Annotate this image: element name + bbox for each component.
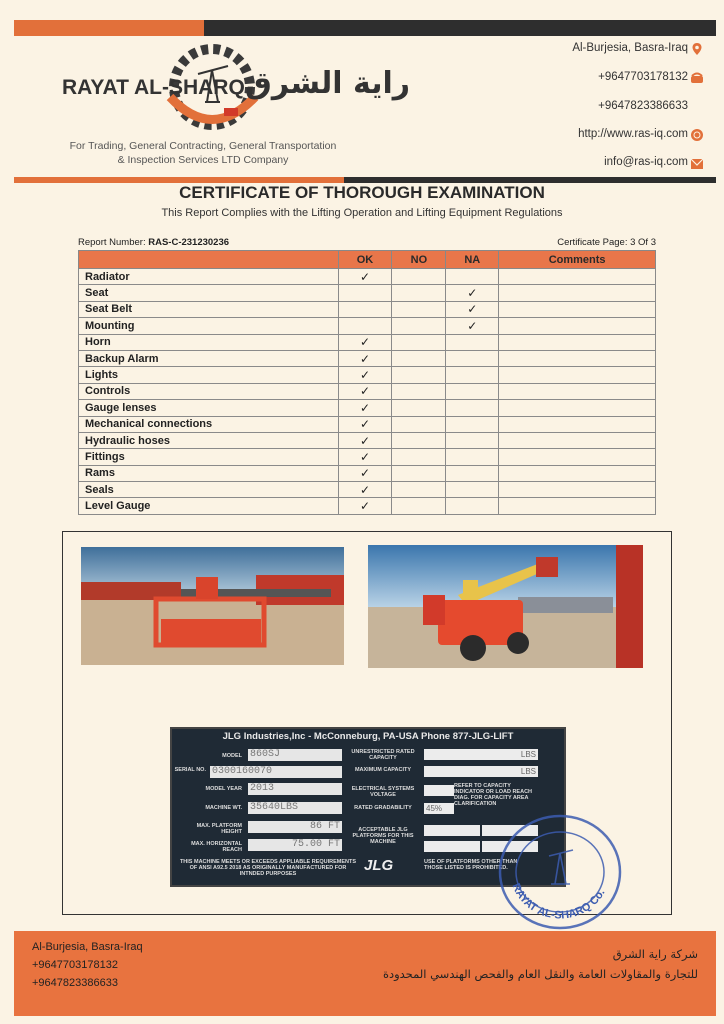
na-cell: ✓	[446, 318, 499, 334]
table-row	[79, 482, 656, 498]
na-cell	[446, 383, 499, 399]
jlg-brand: JLG	[364, 857, 394, 874]
equipment-photo-2	[368, 545, 643, 668]
comment-cell	[499, 269, 656, 285]
comment-cell	[499, 482, 656, 498]
no-cell	[392, 350, 446, 366]
no-cell	[392, 449, 446, 465]
comment-cell	[499, 400, 656, 416]
inspection-item: Rams	[79, 465, 339, 481]
na-cell	[446, 465, 499, 481]
report-number: Report Number: RAS-C-231230236	[78, 237, 230, 248]
ok-cell: ✓	[338, 350, 392, 366]
comment-cell	[499, 449, 656, 465]
comment-cell	[499, 301, 656, 317]
table-row	[79, 318, 656, 334]
header-ok: OK	[338, 251, 392, 269]
email-icon	[690, 157, 704, 171]
ok-cell: ✓	[338, 416, 392, 432]
table-header-row	[79, 251, 656, 269]
serial-value: 0300160070	[210, 766, 342, 778]
header-comments: Comments	[499, 251, 656, 269]
nameplate-header: JLG Industries,Inc - McConneburg, PA-USA Phone 877-JLG-LIFT	[222, 731, 514, 742]
footer-bar	[14, 931, 716, 1016]
contact-phone-1: +9647703178132	[598, 71, 688, 83]
inspection-item: Fittings	[79, 449, 339, 465]
comment-cell	[499, 285, 656, 301]
table-row	[79, 350, 656, 366]
inspection-item: Gauge lenses	[79, 400, 339, 416]
table-row	[79, 432, 656, 448]
ok-cell: ✓	[338, 269, 392, 285]
inspection-item: Lights	[79, 367, 339, 383]
ok-cell: ✓	[338, 367, 392, 383]
table-row	[79, 285, 656, 301]
inspection-item: Horn	[79, 334, 339, 350]
ok-cell: ✓	[338, 334, 392, 350]
comment-cell	[499, 432, 656, 448]
inspection-item: Backup Alarm	[79, 350, 339, 366]
inspection-item: Level Gauge	[79, 498, 339, 514]
location-pin-icon	[690, 42, 704, 56]
no-cell	[392, 416, 446, 432]
table-row	[79, 465, 656, 481]
model-value: 860SJ	[248, 749, 342, 761]
table-row	[79, 416, 656, 432]
certificate-page: Certificate Page: 3 Of 3	[557, 237, 656, 248]
model-year-value: 2013	[248, 783, 342, 795]
machine-nameplate: JLG Industries,Inc - McConneburg, PA-USA Phone 877-JLG-LIFT MODEL 860SJ SERIAL NO. 0300160070 MODEL YEAR 2013 MACHINE WT. 35640LBS MAX. PLATFORM HEIGHT 86 FT MAX. HORIZONTAL REACH 75.00 FT THIS MACHINE MEETS OR EXCEEDS APPLIABLE REQUIREMENTS OF ANSI A92.5 2018 AS ORIGINALLY MANUFACTURED FOR INTNDED PURPOSES UNRESTRICTED RATED CAPACITY LBS MAXIMUM CAPACITY LBS ELECTRICAL SYSTEMS VOLTAGE REFER TO CAPACITY INDICATOR OR LOAD REACH DIAG. FOR CAPACITY AREA CLARIFICATION RATED GRADABILITY 45% ACCEPTABLE JLG PLATFORMS FOR THIS MACHINE JLG USE OF PLATFORMS OTHER THAN THOSE LISTED IS PROHIBITED.	[170, 727, 566, 887]
footer-phone-1: +9647703178132	[32, 959, 118, 971]
na-cell	[446, 334, 499, 350]
contact-email: info@ras-iq.com	[604, 156, 688, 168]
na-cell	[446, 498, 499, 514]
na-cell: ✓	[446, 301, 499, 317]
comment-cell	[499, 465, 656, 481]
na-cell	[446, 432, 499, 448]
comment-cell	[499, 367, 656, 383]
footer-phone-2: +9647823386633	[32, 977, 118, 989]
table-row	[79, 334, 656, 350]
horizontal-reach-value: 75.00 FT	[248, 839, 342, 851]
table-row	[79, 449, 656, 465]
ok-cell: ✓	[338, 465, 392, 481]
comment-cell	[499, 350, 656, 366]
ok-cell	[338, 318, 392, 334]
ok-cell	[338, 285, 392, 301]
inspection-item: Mechanical connections	[79, 416, 339, 432]
ok-cell: ✓	[338, 432, 392, 448]
gradability-value: 45%	[424, 803, 454, 814]
no-cell	[392, 301, 446, 317]
no-cell	[392, 269, 446, 285]
top-bar	[14, 20, 716, 36]
no-cell	[392, 432, 446, 448]
header-na: NA	[446, 251, 499, 269]
no-cell	[392, 482, 446, 498]
platform-height-value: 86 FT	[248, 821, 342, 833]
company-tagline: For Trading, General Contracting, General Transportation & Inspection Services LTD Company	[69, 140, 337, 166]
ok-cell: ✓	[338, 400, 392, 416]
contact-phone-2: +9647823386633	[598, 100, 688, 112]
table-row	[79, 400, 656, 416]
inspection-item: Radiator	[79, 269, 339, 285]
header-item	[79, 251, 339, 269]
globe-icon	[690, 128, 704, 142]
comment-cell	[499, 416, 656, 432]
na-cell	[446, 269, 499, 285]
table-row	[79, 301, 656, 317]
contact-address: Al-Burjesia, Basra-Iraq	[572, 42, 688, 54]
inspection-table	[78, 250, 656, 515]
na-cell: ✓	[446, 285, 499, 301]
svg-text:RAYAT AL-SHARQ Co.: RAYAT AL-SHARQ Co.	[509, 881, 608, 922]
no-cell	[392, 318, 446, 334]
comment-cell	[499, 498, 656, 514]
table-row	[79, 383, 656, 399]
ok-cell	[338, 301, 392, 317]
ok-cell: ✓	[338, 383, 392, 399]
brand-name-en: RAYAT AL-SHARQ	[62, 76, 245, 99]
footer-address: Al-Burjesia, Basra-Iraq	[32, 941, 143, 953]
no-cell	[392, 498, 446, 514]
machine-weight-value: 35640LBS	[248, 802, 342, 814]
footer-desc-ar: للتجارة والمقاولات العامة والنقل العام والفحص الهندسي المحدودة	[382, 967, 698, 981]
table-row	[79, 367, 656, 383]
ok-cell: ✓	[338, 498, 392, 514]
ok-cell: ✓	[338, 482, 392, 498]
na-cell	[446, 400, 499, 416]
na-cell	[446, 350, 499, 366]
company-stamp	[493, 810, 627, 934]
header-no: NO	[392, 251, 446, 269]
inspection-item: Controls	[79, 383, 339, 399]
contact-website: http://www.ras-iq.com	[578, 128, 688, 140]
table-row	[79, 498, 656, 514]
footer-company-ar: شركة راية الشرق	[612, 947, 698, 961]
inspection-item: Seat Belt	[79, 301, 339, 317]
inspection-item: Hydraulic hoses	[79, 432, 339, 448]
equipment-photo-1	[81, 547, 344, 665]
no-cell	[392, 383, 446, 399]
na-cell	[446, 416, 499, 432]
na-cell	[446, 482, 499, 498]
comment-cell	[499, 334, 656, 350]
no-cell	[392, 285, 446, 301]
na-cell	[446, 449, 499, 465]
ok-cell: ✓	[338, 449, 392, 465]
no-cell	[392, 334, 446, 350]
no-cell	[392, 400, 446, 416]
inspection-item: Mounting	[79, 318, 339, 334]
comment-cell	[499, 318, 656, 334]
page-subtitle: This Report Complies with the Lifting Operation and Lifting Equipment Regulations	[161, 207, 563, 219]
inspection-item: Seals	[79, 482, 339, 498]
no-cell	[392, 367, 446, 383]
no-cell	[392, 465, 446, 481]
compliance-text: THIS MACHINE MEETS OR EXCEEDS APPLIABLE REQUIREMENTS OF ANSI A92.5 2018 AS ORIGINALLY MANUFACTURED FOR INTNDED PURPOSES	[179, 859, 357, 877]
page-title: CERTIFICATE OF THOROUGH EXAMINATION	[179, 183, 545, 202]
comment-cell	[499, 383, 656, 399]
brand-name-ar: راية الشرق	[245, 66, 411, 101]
na-cell	[446, 367, 499, 383]
inspection-item: Seat	[79, 285, 339, 301]
phone-icon	[690, 71, 704, 85]
table-row	[79, 269, 656, 285]
